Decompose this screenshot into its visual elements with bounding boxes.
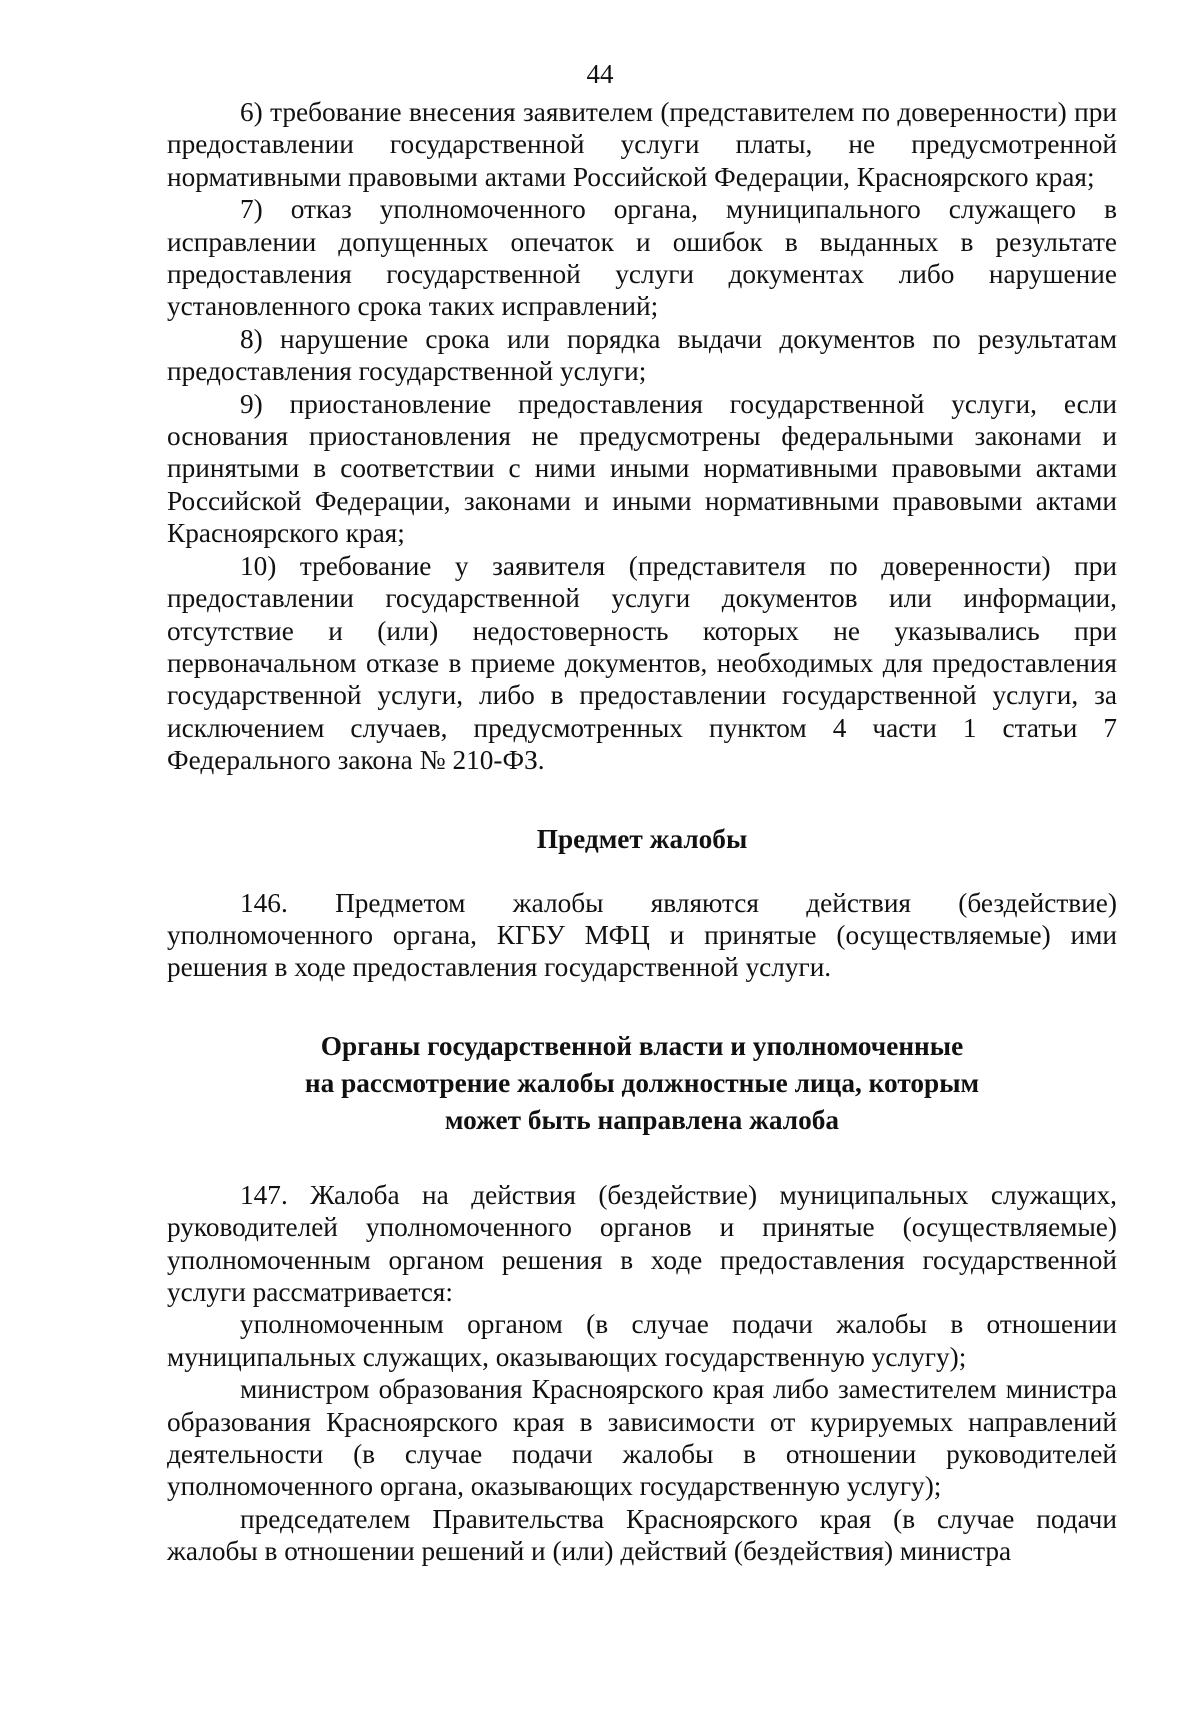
page-number: 44 [586,59,614,89]
paragraph-item-8: 8) нарушение срока или порядка выдачи документов по результатам предоставления государственной услуги; [167,323,1117,387]
paragraph-146: 146. Предметом жалобы являются действия (бездействие) уполномоченного органа, КГБУ МФЦ и принятые (осуществляемые) ими решения в ходе предоставления государственной услуги. [167,887,1117,983]
heading-line-2: на рассмотрение жалобы должностные лица, которым [304,1067,980,1098]
document-body [167,96,1117,1568]
paragraph-minister: министром образования Красноярского края либо заместителем министра образования Красноярского края в зависимости от курируемых направлений деятельности (в случае подачи жалобы в отношении руководителей уполномоченного органа, оказывающих государственную услугу); [167,1374,1117,1502]
paragraph-item-6: 6) требование внесения заявителем (представителем по доверенности) при предоставлении государственной услуги платы, не предусмотренной нормативными правовыми актами Российской Федерации, Красноярского края; [167,97,1117,192]
heading-line-3: может быть направлена жалоба [444,1104,840,1135]
paragraph-authorized-body: уполномоченным органом (в случае подачи жалобы в отношении муниципальных служащих, оказывающих государственную услугу); [167,1309,1117,1372]
paragraph-item-7: 7) отказ уполномоченного органа, муниципального служащего в исправлении допущенных опечаток и ошибок в выданных в результате предоставления государственной услуги документах либо нарушение установленного срока таких исправлений; [167,194,1117,322]
paragraph-item-10: 10) требование у заявителя (представителя по доверенности) при предоставлении государственной услуги документов или информации, отсутствие и (или) недостоверность которых не указывались при первоначальном отказе в приеме документов, необходимых для предоставления государственной услуги, либо в предоставлении государственной услуги, за исключением случаев, предусмотренных пунктом 4 части 1 статьи 7 Федерального закона № 210-ФЗ. [167,550,1117,776]
paragraph-item-9: 9) приостановление предоставления государственной услуги, если основания приостановления не предусмотрены федеральными законами и принятыми в соответствии с ними иными нормативными правовыми актами Российской Федерации, законами и иными нормативными правовыми актами Красноярского края; [167,388,1117,549]
section-heading-authorities [167,1028,1117,1139]
heading-line-1: Органы государственной власти и уполномоченные [320,1030,964,1061]
paragraph-chairman: председателем Правительства Красноярского края (в случае подачи жалобы в отношении решений и (или) действий (бездействия) министра [167,1503,1117,1567]
paragraph-147: 147. Жалоба на действия (бездействие) муниципальных служащих, руководителей уполномоченного органов и принятые (осуществляемые) уполномоченным органом решения в ходе предоставления государственной услуги рассматривается: [167,1179,1117,1307]
section-heading-subject: Предмет жалобы [536,823,748,854]
